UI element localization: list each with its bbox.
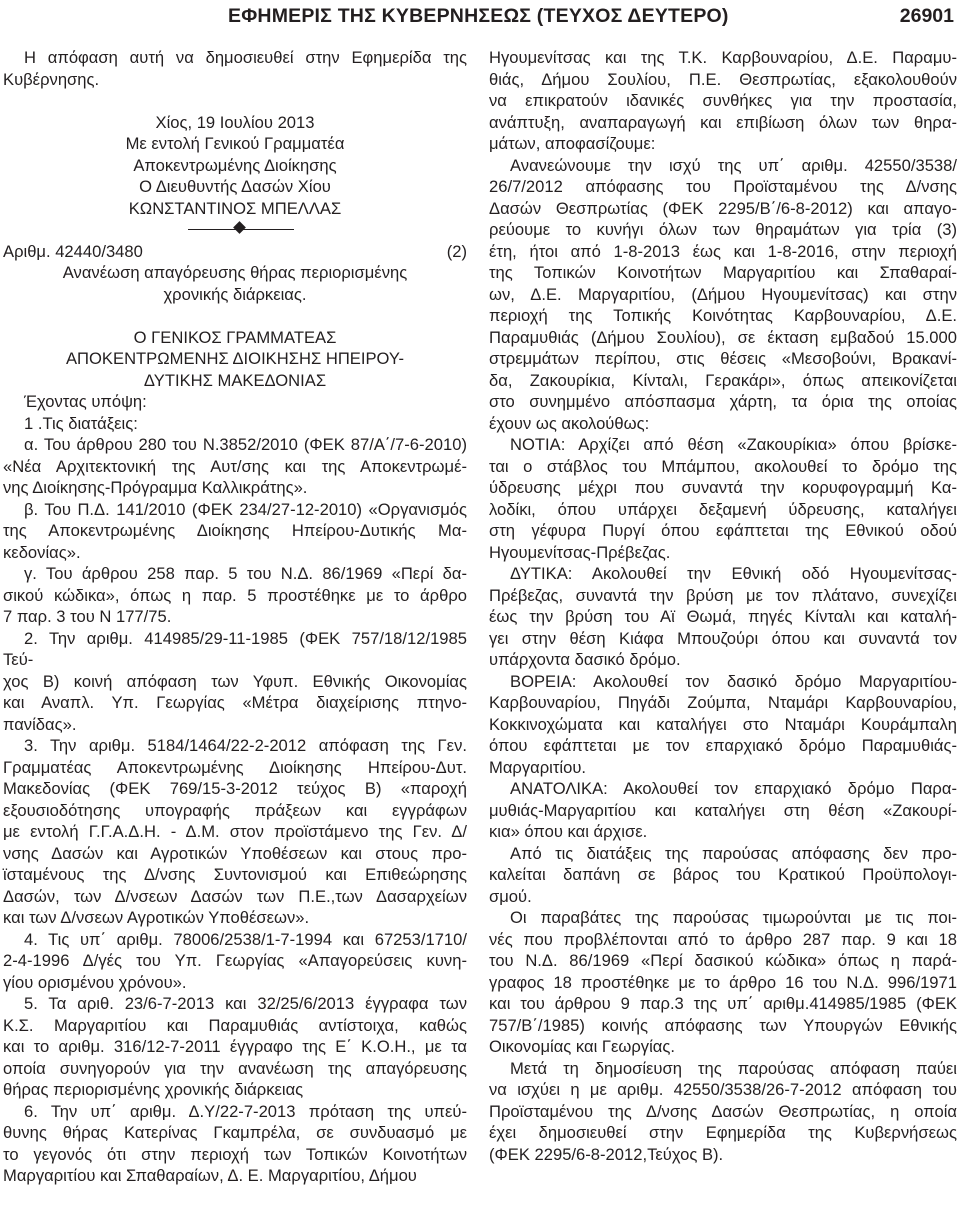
text-line: και του άρθρου 9 παρ.3 της υπ΄ αριθμ.414985/1985 (ΦΕΚ	[489, 994, 957, 1013]
text-line: Αποκεντρωμένης Διοίκησης	[133, 155, 337, 175]
text-line: Από τις διατάξεις της παρούσας απόφασης δεν προ-	[510, 843, 957, 863]
text-line: ΚΩΝΣΤΑΝΤΙΝΟΣ ΜΠΕΛΛΑΣ	[128, 198, 342, 218]
text-line: καλείται δαπάνη σε βάρος του Κρατικού Προϋπολογι-	[489, 865, 957, 884]
text-line: έως την βρύση του Αϊ Θωμά, πηγές Κίνταλι και καταλή-	[489, 607, 957, 626]
paragraph-2	[3, 628, 467, 736]
paragraph-c	[3, 563, 467, 628]
text-line: Κ.Σ. Μαργαριτίου και Παραμυθιάς αντίστοιχα, καθώς	[3, 1015, 467, 1035]
paragraph-5	[3, 993, 467, 1101]
east-boundary	[489, 778, 957, 843]
section-separator	[3, 219, 467, 241]
text-line: έχει δημοσιευθεί στην Εφημερίδα της Κυβερνήσεως	[489, 1123, 957, 1142]
right-column	[489, 47, 957, 1165]
west-boundary	[489, 563, 957, 671]
text-line: και των Δ/νσεων Αγροτικών Υποθέσεων».	[3, 908, 310, 927]
text-line: νές που προβλέπονται από το άρθρο 287 παρ. 9 και 18	[489, 929, 957, 949]
text-line: ΒΟΡΕΙΑ: Ακολουθεί τον δασικό δρόμο Μαργαριτίου-	[510, 671, 957, 691]
text-line: στο συνημμένο απόσπασμα χάρτη, τα όρια της οποίας	[489, 392, 957, 411]
penalties-paragraph	[489, 907, 957, 1058]
text-line: β. Του Π.Δ. 141/2010 (ΦΕΚ 234/27-12-2010) «Οργανισμός	[24, 499, 467, 519]
text-line: Δασών, των Δ/νσεων Δασών των Π.Ε.,των Δασαρχείων	[3, 886, 467, 906]
text-line: γ. Του άρθρου 258 παρ. 5 του Ν.Δ. 86/1969 «Περί δα-	[24, 564, 467, 583]
text-line: Πρέβεζας, συναντά την βρύση με τον πλάτανο, συνεχίζει	[489, 585, 957, 605]
text-line: έχουν ως ακολούθως:	[489, 413, 650, 433]
text-line: σικού κώδικα», όπως η παρ. 5 προστέθηκε με το άρθρο	[3, 585, 467, 605]
text-line: ΝΟΤΙΑ: Αρχίζει από θέση «Ζακουρίκια» όπου βρίσκε-	[510, 435, 957, 454]
paragraph-a	[3, 434, 467, 499]
cost-paragraph	[489, 843, 957, 908]
text-line: «Νέα Αρχιτεκτονική της Αυτ/σης και της Αποκεντρωμέ-	[3, 456, 467, 476]
text-line: 4. Τις υπ΄ αριθμ. 78006/2538/1-7-1994 και 67253/1710/	[24, 929, 467, 949]
text-line: να ισχύει η με αριθμ. 42550/3538/26-7-2012 απόφαση του	[489, 1080, 957, 1099]
decision-title	[3, 262, 467, 305]
text-line: 5. Τα αριθ. 23/6-7-2013 και 32/25/6/2013 έγγραφα των	[24, 994, 467, 1013]
text-line: και Αναπλ. Υπ. Γεωργίας «Μέτρα διαχείρισης πτηνο-	[3, 693, 467, 712]
text-line: θιάς, Δήμου Σουλίου, Π.Ε. Θεσπρωτίας, εξακολουθούν	[489, 69, 957, 89]
signature-block	[3, 112, 467, 220]
text-line: Προϊσταμένου της Δ/νσης Δασών Θεσπρωτίας, η οποία	[489, 1101, 957, 1121]
text-line: Κυβέρνησης.	[3, 69, 100, 89]
text-line: ρεύουμε το κυνήγι όλων των θηραμάτων για τρία (3)	[489, 220, 957, 239]
gazette-title: ΕΦΗΜΕΡΙΣ ΤΗΣ ΚΥΒΕΡΝΗΣΕΩΣ (ΤΕΥΧΟΣ ΔΕΥΤΕΡΟ)	[228, 5, 729, 27]
decision-paragraph	[489, 155, 957, 435]
text-line: Μακεδονίας (ΦΕΚ 769/15-3-2012 τεύχος Β) «παροχή	[3, 779, 467, 798]
text-line: 26/7/2012 απόφασης του Προϊσταμένου της Δ/νσης	[489, 177, 957, 196]
text-line: ων, Δ.Ε. Μαργαριτίου, (Δήμου Ηγουμενίτσας) και στην	[489, 284, 957, 304]
text-line: Οι παραβάτες της παρούσας τιμωρούνται με τις ποι-	[510, 908, 957, 927]
text-line: στη γέφυρα Πυργί όπου εφάπτεται της Εθνικού οδού	[489, 521, 957, 540]
text-line: θυνης θήρας Κατερίνας Γκαμπρέλα, σε συνδυασμό με	[3, 1123, 467, 1142]
text-line: νης Διοίκησης-Πρόγραμμα Καλλικράτης».	[3, 478, 308, 497]
text-line: Με εντολή Γενικού Γραμματέα	[125, 134, 345, 153]
text-line: Παραμυθιάς (Δήμου Σουλίου), σε έκταση εμβαδού 15.000	[489, 327, 957, 347]
diamond-icon	[233, 221, 246, 234]
text-line: όπου εφάπτεται με τον επαρχιακό δρόμο Παραμυθιάς-	[489, 736, 957, 755]
text-line: Ηγουμενίτσας και της Τ.Κ. Καρβουναρίου, Δ.Ε. Παραμυ-	[489, 48, 957, 67]
considering-heading: Έχοντας υπόψη:	[24, 392, 147, 411]
text-line: ΔΥΤΙΚΗΣ ΜΑΚΕΔΟΝΙΑΣ	[143, 370, 327, 390]
text-line: Οικονομίας και Γεωργίας.	[489, 1037, 675, 1056]
north-boundary	[489, 671, 957, 779]
text-line: Χίος, 19 Ιουλίου 2013	[155, 112, 315, 132]
text-line: γίου ορισμένου χρόνου».	[3, 972, 187, 992]
text-line: Ανανεώνουμε την ισχύ της υπ΄ αριθμ. 42550/3538/	[510, 155, 957, 175]
text-line: χος Β) κοινή απόφαση των Υφυπ. Εθνικής Οικονομίας	[3, 671, 467, 691]
text-line: ϊσταμένους της Δ/νσης Συντονισμού και Επιθεώρησης	[3, 865, 467, 884]
text-line: το γεγονός ότι στην περιοχή των Τοπικών Κοινοτήτων	[3, 1144, 467, 1164]
intro-paragraph	[3, 47, 467, 90]
page-number: 26901	[899, 5, 954, 27]
text-line: σμού.	[489, 886, 532, 906]
continuation-paragraph	[489, 47, 957, 155]
text-line: Μαργαριτίου.	[489, 757, 587, 777]
text-line: 757/Β΄/1985) κοινής απόφασης των Υπουργών Εθνικής	[489, 1015, 957, 1035]
text-line: (ΦΕΚ 2295/6-8-2012,Τεύχος Β).	[489, 1144, 724, 1164]
text-line: υπάρχοντα δασικό δρόμο.	[489, 650, 681, 669]
text-line: με εντολή Γ.Γ.Α.Δ.Η. - Δ.Μ. στον προϊστάμενο της Γεν. Δ/	[3, 822, 467, 841]
text-line: πανίδας».	[3, 714, 77, 734]
text-line: λοδίκι, όπου υπάρχει δεξαμενή ύδρευσης, καταλήγει	[489, 499, 957, 519]
text-line: περιοχή της Τοπικής Κοινότητας Καρβουναρίου, Δ.Ε.	[489, 306, 957, 325]
decision-sequence: (2)	[446, 241, 467, 261]
text-line: Ανανέωση απαγόρευσης θήρας περιορισμένης	[62, 263, 408, 282]
text-line: ανάπτυξη, αναπαραγωγή και επιβίωση όλων των θηρα-	[489, 112, 957, 132]
paragraph-3	[3, 735, 467, 929]
text-line: ΔΥΤΙΚΑ: Ακολουθεί την Εθνική οδό Ηγουμενίτσας-	[510, 564, 957, 583]
text-line: χρονικής διάρκειας.	[163, 284, 307, 304]
text-line: εξουσιοδότησης υπογραφής πράξεων και εγγράφων	[3, 800, 467, 820]
text-line: ται ο στάβλος του Μπάμπου, ακολουθεί το δρόμο της	[489, 456, 957, 476]
text-line: 7 παρ. 3 του Ν 177/75.	[3, 607, 172, 626]
text-line: γει στην θέση Κιάφα Μπουζούρι όπου και συναντά τον	[489, 628, 957, 648]
text-line: της Τοπικών Κοινοτήτων Μαργαριτίου και Σπαθαραί-	[489, 263, 957, 282]
text-line: Κοκκινοχώματα και καταλήγει στο Νταμάρι Κουράμπαλη	[489, 714, 957, 734]
text-line: Ο ΓΕΝΙΚΟΣ ΓΡΑΜΜΑΤΕΑΣ	[133, 327, 337, 347]
text-line: μάτων, αποφασίζουμε:	[489, 134, 656, 153]
text-line: 2-4-1996 Δ/γές του Υπ. Γεωργίας «Απαγορεύσεις κυνη-	[3, 951, 467, 970]
text-line: Μετά τη δημοσίευση της παρούσας απόφαση παύει	[510, 1058, 957, 1078]
left-column	[3, 47, 467, 1187]
text-line: της Αποκεντρωμένης Διοίκησης Ηπείρου-Δυτικής Μα-	[3, 521, 467, 540]
text-line: Γραμματέας Αποκεντρωμένης Διοίκησης Ηπείρου-Δυτ.	[3, 757, 467, 777]
text-line: ΑΠΟΚΕΝΤΡΩΜΕΝΗΣ ΔΙΟΙΚΗΣΗΣ ΗΠΕΙΡΟΥ-	[65, 349, 405, 368]
text-line: νσης Δασών και Αγροτικών Υποθέσεων και στους προ-	[3, 843, 467, 863]
text-line: 3. Την αριθμ. 5184/1464/22-2-2012 απόφαση της Γεν.	[24, 736, 467, 755]
text-line: Δασών Θεσπρωτίας (ΦΕΚ 2295/Β΄/6-8-2012) και απαγο-	[489, 198, 957, 218]
text-line: οποία συνηγορούν για την ανανέωση της απαγόρευσης	[3, 1058, 467, 1078]
text-line: θήρας περιορισμένης χρονικής διάρκειας	[3, 1080, 304, 1099]
text-line: Ο Διευθυντής Δασών Χίου	[139, 177, 331, 196]
text-line: του Ν.Δ. 86/1969 «Περί δασικού κώδικα» όπως η παρά-	[489, 951, 957, 970]
text-line: Η απόφαση αυτή να δημοσιευθεί στην Εφημερίδα της	[24, 48, 467, 67]
text-line: έτη, ήτοι από 1-8-2013 έως και 1-8-2016, στην περιοχή	[489, 241, 957, 261]
text-line: κεδονίας».	[3, 542, 81, 562]
text-line: στρεμμάτων περίπου, στις θέσεις «Μεσοβούνι, Βρακανί-	[489, 349, 957, 368]
text-line: 2. Την αριθμ. 414985/29-11-1985 (ΦΕΚ 757/18/12/1985 Τεύ-	[3, 628, 467, 669]
text-line: γραφος 18 προστέθηκε με το άρθρο 16 του Ν.Δ. 996/1971	[489, 972, 957, 992]
decision-number-row	[3, 241, 467, 263]
text-line: Μαργαριτίου και Σπαθαραίων, Δ. Ε. Μαργαριτίου, Δήμου	[3, 1166, 417, 1185]
text-line: ύδρευσης μέχρι που συναντά την κορυφογραμμή Κα-	[489, 478, 957, 497]
text-line: μυθιάς-Μαργαριτίου και καταλήγει στη θέση «Ζακουρί-	[489, 800, 957, 820]
text-line: ΑΝΑΤΟΛΙΚΑ: Ακολουθεί τον επαρχιακό δρόμο Παρα-	[510, 779, 957, 798]
text-line: Καρβουναρίου, Πηγάδι Ζούμπα, Νταμάρι Καρβουναρίου,	[489, 693, 957, 712]
paragraph-4	[3, 929, 467, 994]
page-header	[0, 0, 960, 40]
text-line: α. Του άρθρου 280 του Ν.3852/2010 (ΦΕΚ 87/Α΄/7-6-2010)	[24, 435, 467, 454]
publication-paragraph	[489, 1058, 957, 1166]
paragraph-6	[3, 1101, 467, 1187]
text-line: Ηγουμενίτσας-Πρέβεζας.	[489, 542, 671, 562]
issuing-authority	[3, 327, 467, 392]
text-line: 6. Την υπ΄ αριθμ. Δ.Υ/22-7-2013 πρόταση της υπεύ-	[24, 1101, 467, 1121]
text-line: και το αριθμ. 316/12-7-2011 έγγραφο της Ε΄ Κ.Ο.Η., με τα	[3, 1037, 467, 1056]
decision-number: Αριθμ. 42440/3480	[3, 241, 143, 261]
text-line: να επικρατούν ιδανικές συνθήκες για την προστασία,	[489, 91, 957, 110]
provisions-heading: 1 .Τις διατάξεις:	[24, 413, 138, 433]
paragraph-b	[3, 499, 467, 564]
south-boundary	[489, 434, 957, 563]
text-line: δα, Ζακουρίκια, Κίνταλι, Γερακάρι», όπως απεικονίζεται	[489, 370, 957, 390]
text-line: κια» όπου και άρχισε.	[489, 822, 648, 841]
